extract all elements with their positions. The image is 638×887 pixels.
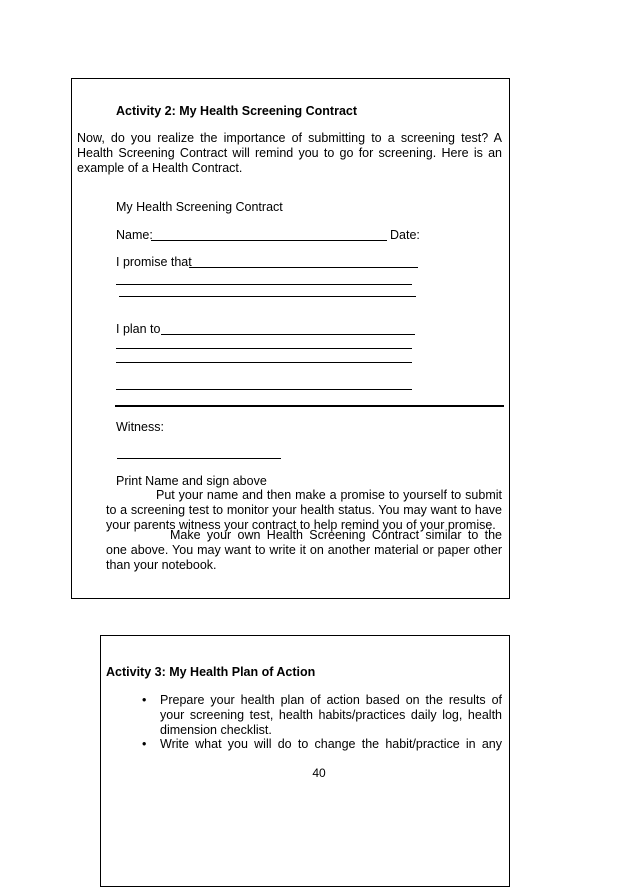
plan-label: I plan to bbox=[116, 322, 161, 336]
page-number: 40 bbox=[312, 766, 326, 780]
contract-title: My Health Screening Contract bbox=[116, 200, 283, 214]
bullet-icon: • bbox=[142, 737, 147, 751]
plan-blank-line bbox=[161, 334, 415, 335]
promise-blank-line-3 bbox=[119, 296, 416, 297]
name-label: Name: bbox=[116, 228, 153, 242]
bullet-icon: • bbox=[142, 693, 147, 707]
instructions-paragraph-2: Make your own Health Screening Contract similar to the one above. You may want to write it on another material or paper other than your notebook. bbox=[106, 528, 502, 572]
plan-blank-line-3 bbox=[116, 362, 412, 363]
instructions-paragraph-1: Put your name and then make a promise to yourself to submit to a screening test to monitor your health status. You may want to have your parents witness your contract to help remind you of your promise. bbox=[106, 488, 502, 532]
print-label: Print Name and sign above bbox=[116, 474, 267, 488]
activity2-intro: Now, do you realize the importance of submitting to a screening test? A Health Screening Contract will remind you to go for screening. Here is an example of a Health Contract. bbox=[77, 131, 502, 175]
separator-line bbox=[115, 405, 504, 407]
activity3-title: Activity 3: My Health Plan of Action bbox=[106, 665, 316, 679]
promise-blank-line-2 bbox=[116, 284, 412, 285]
promise-label: I promise that bbox=[116, 255, 192, 269]
witness-signature-line bbox=[117, 458, 281, 459]
date-label: Date: bbox=[390, 228, 420, 242]
name-blank-line bbox=[151, 240, 387, 241]
activity3-item-1: Prepare your health plan of action based on the results of your screening test, health habits/practices daily log, health dimension checklist. bbox=[160, 693, 502, 737]
plan-blank-line-2 bbox=[116, 348, 412, 349]
witness-label: Witness: bbox=[116, 420, 164, 434]
activity3-item-2: Write what you will do to change the habit/practice in any bbox=[160, 737, 502, 751]
activity2-title: Activity 2: My Health Screening Contract bbox=[116, 104, 358, 118]
plan-blank-line-4 bbox=[116, 389, 412, 390]
promise-blank-line bbox=[189, 267, 418, 268]
